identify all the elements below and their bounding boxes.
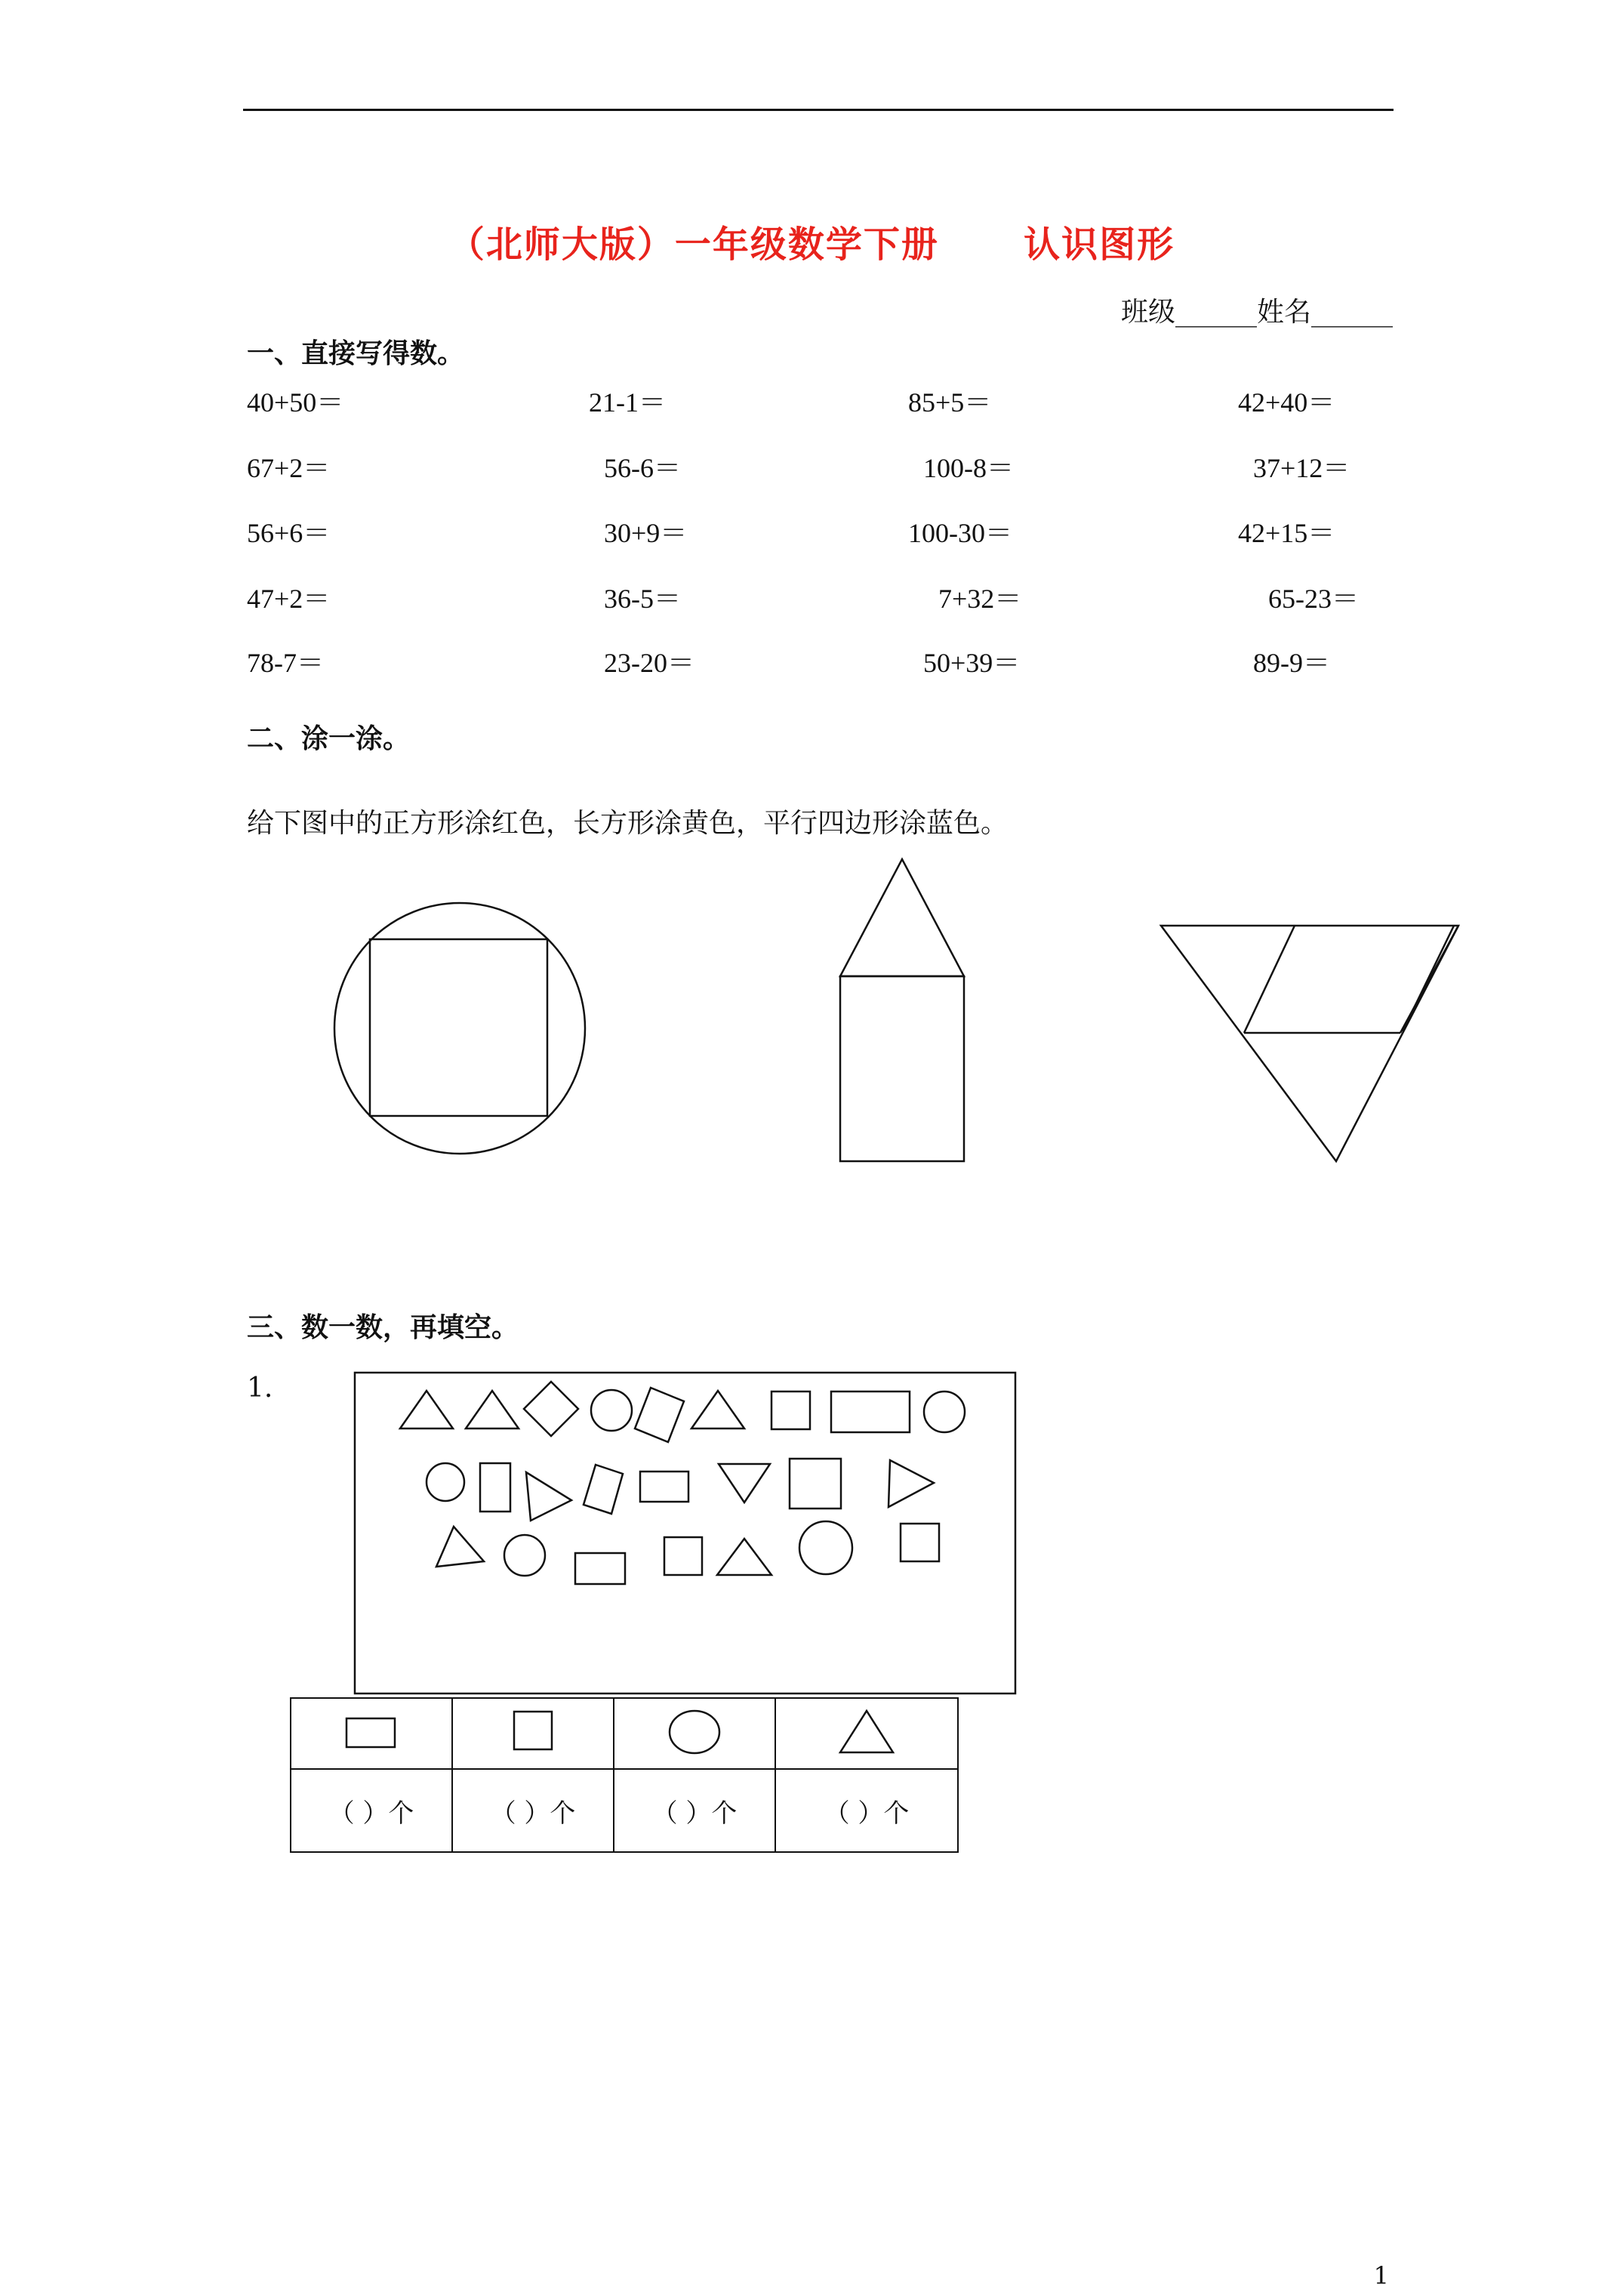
- arithmetic-problem: 56-6＝: [604, 453, 681, 483]
- answer-cell[interactable]: （ ）个: [291, 1769, 452, 1852]
- shape-triangle-right: [888, 1460, 934, 1507]
- table-header-cell: [452, 1698, 614, 1769]
- shape-circle: [504, 1535, 545, 1576]
- item-label: 1.: [247, 1373, 273, 1404]
- square-icon: [511, 1710, 555, 1754]
- table-header-cell: [775, 1698, 958, 1769]
- shape-triangle: [436, 1527, 484, 1567]
- rectangle-icon: [345, 1713, 398, 1751]
- shape-rectangle: [831, 1391, 910, 1432]
- arithmetic-problem: 100-30＝: [908, 518, 1012, 548]
- shape-square: [664, 1537, 702, 1575]
- triangle-icon: [838, 1709, 895, 1755]
- shape-circle: [591, 1390, 632, 1431]
- arithmetic-problem: 47+2＝: [247, 584, 331, 614]
- table-header-cell: [614, 1698, 775, 1769]
- shape-triangle: [400, 1391, 453, 1428]
- section1-heading: 一、直接写得数。: [247, 337, 465, 369]
- page-title: （北师大版）一年级数学下册 认识图形: [448, 223, 1175, 266]
- arithmetic-problem: 89-9＝: [1253, 648, 1330, 678]
- arithmetic-problem: 21-1＝: [589, 387, 666, 418]
- shape-rectangle: [480, 1463, 510, 1512]
- answer-cell[interactable]: （ ）个: [614, 1769, 775, 1852]
- arithmetic-problem: 42+15＝: [1238, 518, 1335, 548]
- arithmetic-problem: 23-20＝: [604, 648, 694, 678]
- page-number: 1: [1373, 2261, 1389, 2290]
- shape-triangle-right: [526, 1472, 571, 1521]
- arithmetic-problem: 30+9＝: [604, 518, 688, 548]
- arithmetic-problem: 67+2＝: [247, 453, 331, 483]
- arithmetic-problem: 40+50＝: [247, 387, 344, 418]
- arithmetic-problem: 56+6＝: [247, 518, 331, 548]
- shape-triangle-down: [719, 1464, 770, 1502]
- section2-heading: 二、涂一涂。: [247, 723, 411, 754]
- shape-rectangle: [640, 1472, 688, 1502]
- shape-circle: [427, 1463, 464, 1501]
- shape-triangle: [691, 1391, 744, 1428]
- shape-circle: [799, 1521, 852, 1574]
- shape-circle: [924, 1391, 965, 1432]
- arithmetic-problem: 42+40＝: [1238, 387, 1335, 418]
- arithmetic-problem: 100-8＝: [923, 453, 1014, 483]
- count-table: [290, 1697, 959, 1853]
- answer-cell[interactable]: （ ）个: [452, 1769, 614, 1852]
- section2-instruction: 给下图中的正方形涂红色，长方形涂黄色，平行四边形涂蓝色。: [247, 808, 1009, 839]
- arithmetic-problem: 36-5＝: [604, 584, 681, 614]
- shape-triangle: [717, 1539, 771, 1575]
- shape-tilted-rectangle: [584, 1465, 623, 1514]
- class-name-line: 班级______姓名______: [1120, 297, 1393, 328]
- answer-cell[interactable]: （ ）个: [775, 1769, 958, 1852]
- shape-square: [771, 1391, 810, 1429]
- shape-tilted-rectangle: [635, 1388, 684, 1442]
- table-header-cell: [291, 1698, 452, 1769]
- arithmetic-problem: 37+12＝: [1253, 453, 1350, 483]
- shape-square: [901, 1524, 939, 1561]
- shape-diamond: [524, 1382, 578, 1436]
- arithmetic-problem: 78-7＝: [247, 648, 324, 678]
- arithmetic-problem: 65-23＝: [1268, 584, 1359, 614]
- arithmetic-problem: 85+5＝: [908, 387, 992, 418]
- section3-heading: 三、数一数，再填空。: [247, 1311, 519, 1343]
- shape-triangle: [466, 1391, 519, 1428]
- shape-square: [790, 1459, 841, 1509]
- shape-rectangle: [575, 1553, 625, 1584]
- arithmetic-problem: 7+32＝: [938, 584, 1022, 614]
- arithmetic-problem: 50+39＝: [923, 648, 1021, 678]
- circle-icon: [667, 1709, 722, 1755]
